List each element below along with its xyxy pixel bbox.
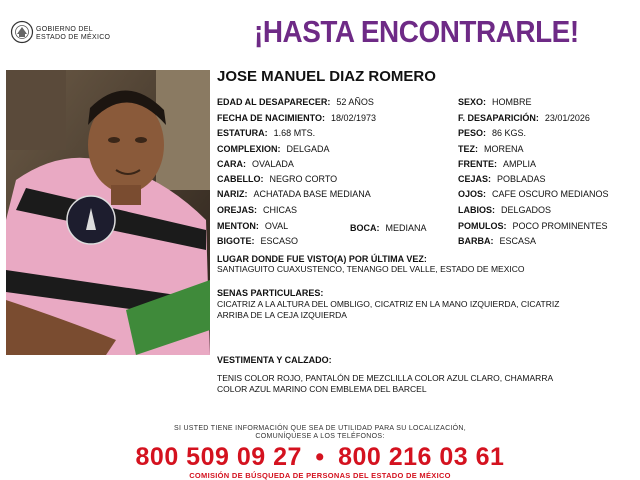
info-line1: SI USTED TIENE INFORMACIÓN QUE SEA DE UTILIDAD PARA SU LOCALIZACIÓN,	[173, 425, 467, 432]
gov-line2: ESTADO DE MÉXICO	[36, 34, 111, 41]
marks-line2: ARRIBA DE LA CEJA IZQUIERDA	[217, 310, 347, 320]
last-seen-value: SANTIAGUITO CUAXUSTENCO, TENANGO DEL VALLE, ESTADO DE MEXICO	[217, 264, 525, 274]
field-desaparicion: F. DESAPARICIÓN: 23/01/2026	[458, 113, 590, 123]
field-cara: CARA: OVALADA	[217, 159, 294, 169]
field-bigote: BIGOTE: ESCASO	[217, 236, 299, 246]
clothing-line2: COLOR AZUL MARINO CON EMBLEMA DEL BARCEL	[217, 384, 427, 394]
commission-name: COMISIÓN DE BÚSQUEDA DE PERSONAS DEL ESTADO DE MÉXICO	[189, 471, 451, 480]
marks-label: SENAS PARTICULARES:	[217, 288, 324, 298]
field-edad: EDAD AL DESAPARECER: 52 AÑOS	[217, 97, 374, 107]
field-pomulos: POMULOS: POCO PROMINENTES	[458, 221, 608, 231]
marks-line1: CICATRIZ A LA ALTURA DEL OMBLIGO, CICATRIZ EN LA MANO IZQUIERDA, CICATRIZ	[217, 299, 560, 309]
phone-separator: •	[315, 443, 325, 471]
clothing-label: VESTIMENTA Y CALZADO:	[217, 355, 332, 365]
field-boca: BOCA: MEDIANA	[350, 223, 427, 233]
phone-2[interactable]: 800 216 03 61	[338, 443, 505, 471]
field-tez: TEZ: MORENA	[458, 144, 524, 154]
page-headline: ¡HASTA ENCONTRARLE!	[254, 14, 579, 49]
clothing-line1: TENIS COLOR ROJO, PANTALÓN DE MEZCLILLA COLOR AZUL CLARO, CHAMARRA	[217, 373, 554, 383]
field-menton: MENTON: OVAL	[217, 221, 289, 231]
phone-numbers	[0, 443, 640, 472]
info-line2: COMUNÍQUESE A LOS TELÉFONOS:	[255, 433, 385, 440]
field-cejas: CEJAS: POBLADAS	[458, 174, 546, 184]
field-barba: BARBA: ESCASA	[458, 236, 537, 246]
field-sexo: SEXO: HOMBRE	[458, 97, 532, 107]
field-nacimiento: FECHA DE NACIMIENTO: 18/02/1973	[217, 113, 377, 123]
field-orejas: OREJAS: CHICAS	[217, 205, 298, 215]
field-complexion: COMPLEXION: DELGADA	[217, 144, 330, 154]
field-estatura: ESTATURA: 1.68 MTS.	[217, 128, 316, 138]
missing-person-photo	[6, 70, 210, 355]
last-seen-label: LUGAR DONDE FUE VISTO(A) POR ÚLTIMA VEZ:	[217, 254, 427, 264]
field-labios: LABIOS: DELGADOS	[458, 205, 552, 215]
field-nariz: NARIZ: ACHATADA BASE MEDIANA	[217, 189, 371, 199]
state-seal-icon	[10, 20, 34, 44]
field-ojos: OJOS: CAFE OSCURO MEDIANOS	[458, 189, 609, 199]
phone-1[interactable]: 800 509 09 27	[135, 443, 302, 471]
field-peso: PESO: 86 KGS.	[458, 128, 527, 138]
person-name: JOSE MANUEL DIAZ ROMERO	[217, 68, 436, 85]
gov-line1: GOBIERNO DEL	[36, 26, 93, 33]
field-frente: FRENTE: AMPLIA	[458, 159, 537, 169]
government-logo	[10, 20, 120, 46]
field-cabello: CABELLO: NEGRO CORTO	[217, 174, 338, 184]
